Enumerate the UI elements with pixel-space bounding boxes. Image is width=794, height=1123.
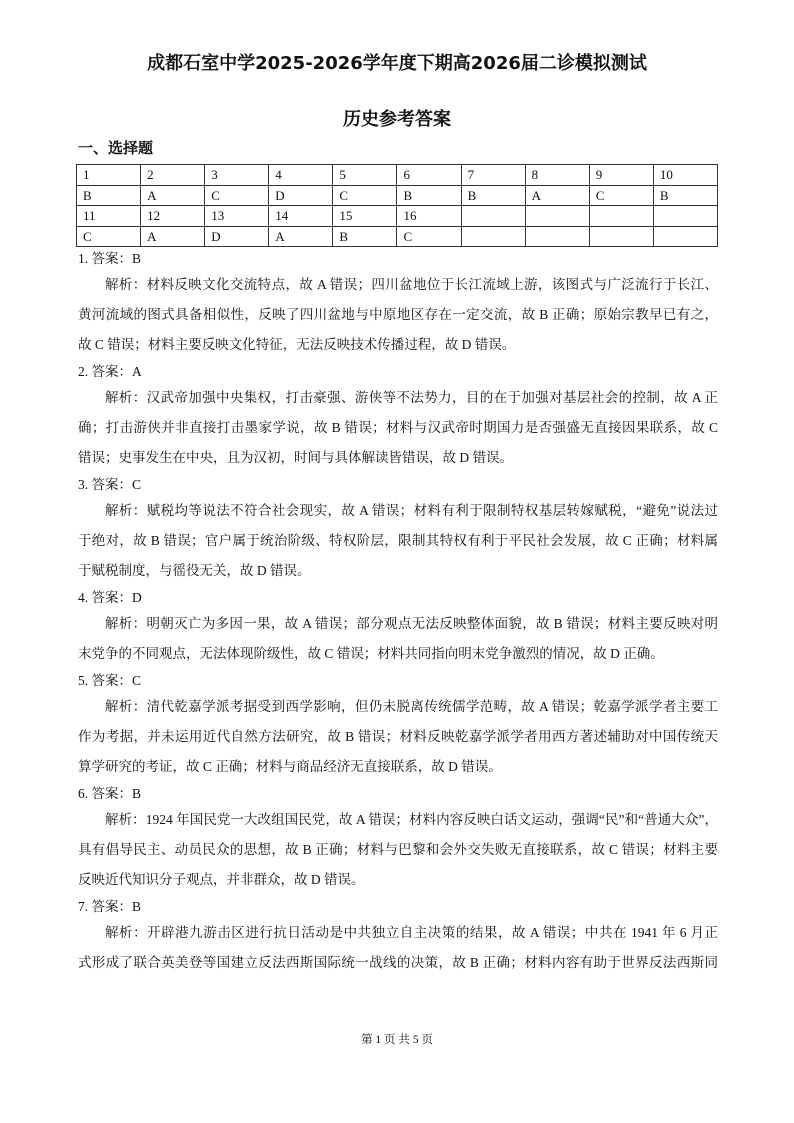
table-cell: B [333, 226, 397, 247]
explanation-line: 于赋税制度，与徭役无关，故 D 错误。 [78, 562, 311, 578]
table-row [77, 165, 718, 186]
table-cell: 14 [269, 206, 333, 227]
table-row [77, 206, 718, 227]
table-cell: 10 [653, 165, 717, 186]
table-cell: A [269, 226, 333, 247]
answer-item [78, 247, 718, 360]
table-cell: 11 [77, 206, 141, 227]
explanation-line: 解析：赋税均等说法不符合社会现实，故 A 错误；材料有利于限制特权基层转嫁赋税，“避免”说法过 [105, 502, 718, 518]
table-cell: 12 [141, 206, 205, 227]
table-cell: D [205, 226, 269, 247]
answer-header: 3. 答案：C [78, 476, 142, 492]
answer-header: 4. 答案：D [78, 589, 142, 605]
explanation-line: 解析：清代乾嘉学派考据受到西学影响，但仍未脱离传统儒学范畴，故 A 错误；乾嘉学派学者主要工 [105, 698, 718, 714]
table-cell: C [333, 185, 397, 206]
explanation-line: 算学研究的考证，故 C 正确；材料与商品经济无直接联系，故 D 错误。 [78, 758, 502, 774]
page-footer: 第 1 页 共 5 页 [361, 1034, 433, 1046]
answer-header: 7. 答案：B [78, 898, 142, 914]
answer-item [78, 782, 718, 895]
table-cell: 9 [589, 165, 653, 186]
answer-header: 1. 答案：B [78, 250, 142, 266]
table-cell [525, 206, 589, 227]
explanation-line: 确；打击游侠并非直接打击墨家学说，故 B 错误；材料与汉武帝时期国力是否强盛无直接因果联系，故 C [78, 419, 718, 435]
explanation-line: 解析：开辟港九游击区进行抗日活动是中共独立自主决策的结果，故 A 错误；中共在 1941 年 6 月正 [105, 924, 718, 940]
answer-header: 5. 答案：C [78, 672, 142, 688]
document-title: 成都石室中学2025-2026学年度下期高2026届二诊模拟测试 [147, 53, 647, 74]
answer-explanations [78, 247, 718, 978]
table-cell: 15 [333, 206, 397, 227]
explanation-line: 具有倡导民主、动员民众的思想，故 B 正确；材料与巴黎和会外交失败无直接联系，故 C 错误；材料主要 [78, 841, 718, 857]
table-cell: B [397, 185, 461, 206]
table-cell [653, 206, 717, 227]
answer-header: 6. 答案：B [78, 785, 142, 801]
table-cell: A [525, 185, 589, 206]
explanation-line: 于绝对，故 B 错误；官户属于统治阶级、特权阶层，限制其特权有利于平民社会发展，故 C 正确；材料属 [78, 532, 718, 548]
explanation-line: 解析：汉武帝加强中央集权，打击豪强、游侠等不法势力，目的在于加强对基层社会的控制，故 A 正 [105, 389, 718, 405]
table-row [77, 226, 718, 247]
table-cell: 8 [525, 165, 589, 186]
explanation-line: 解析：1924 年国民党一大改组国民党，故 A 错误；材料内容反映白话文运动，强调“民”和“普通大众”， [105, 811, 718, 827]
table-cell: B [77, 185, 141, 206]
table-cell: 7 [461, 165, 525, 186]
table-cell: B [653, 185, 717, 206]
answer-header: 2. 答案：A [78, 363, 142, 379]
answer-item [78, 895, 718, 978]
table-cell: C [397, 226, 461, 247]
table-cell: C [205, 185, 269, 206]
answer-item [78, 586, 718, 669]
table-cell [461, 206, 525, 227]
table-cell: 6 [397, 165, 461, 186]
explanation-line: 解析：材料反映文化交流特点，故 A 错误；四川盆地位于长江流域上游，该图式与广泛流行于长江、 [105, 276, 718, 292]
table-cell [589, 226, 653, 247]
section-heading: 一、选择题 [78, 139, 154, 157]
table-cell [525, 226, 589, 247]
explanation-line: 故 C 错误；材料主要反映文化特征，无法反映技术传播过程，故 D 错误。 [78, 336, 516, 352]
answer-item [78, 360, 718, 473]
document-subtitle: 历史参考答案 [343, 109, 451, 130]
table-cell [461, 226, 525, 247]
explanation-line: 作为考据，并未运用近代自然方法研究，故 B 错误；材料反映乾嘉学派学者用西方著述辅助对中国传统天 [78, 728, 718, 744]
answer-item [78, 473, 718, 586]
table-cell: 4 [269, 165, 333, 186]
explanation-line: 式形成了联合英美登等国建立反法西斯国际统一战线的决策，故 B 正确；材料内容有助于世界反法西斯同 [78, 954, 718, 970]
table-cell: 13 [205, 206, 269, 227]
table-cell: A [141, 226, 205, 247]
table-cell: A [141, 185, 205, 206]
table-cell: B [461, 185, 525, 206]
table-cell: 16 [397, 206, 461, 227]
table-cell [653, 226, 717, 247]
table-cell: C [589, 185, 653, 206]
table-cell: 2 [141, 165, 205, 186]
table-cell [589, 206, 653, 227]
answer-item [78, 669, 718, 782]
answer-key-table [76, 164, 718, 247]
explanation-line: 反映近代知识分子观点，并非群众，故 D 错误。 [78, 871, 365, 887]
explanation-line: 解析：明朝灭亡为多因一果，故 A 错误；部分观点无法反映整体面貌，故 B 错误；材料主要反映对明 [105, 615, 718, 631]
table-cell: C [77, 226, 141, 247]
table-cell: 5 [333, 165, 397, 186]
explanation-line: 错误；史事发生在中央，且为汉初，时间与具体解读皆错误，故 D 错误。 [78, 449, 513, 465]
table-row [77, 185, 718, 206]
table-cell: 1 [77, 165, 141, 186]
explanation-line: 黄河流域的图式具备相似性，反映了四川盆地与中原地区存在一定交流，故 B 正确；原始宗教早已有之， [78, 306, 718, 322]
explanation-line: 末党争的不同观点，无法体现阶级性，故 C 错误；材料共同指向明末党争激烈的情况，故 D 正确。 [78, 645, 664, 661]
table-cell: D [269, 185, 333, 206]
table-cell: 3 [205, 165, 269, 186]
